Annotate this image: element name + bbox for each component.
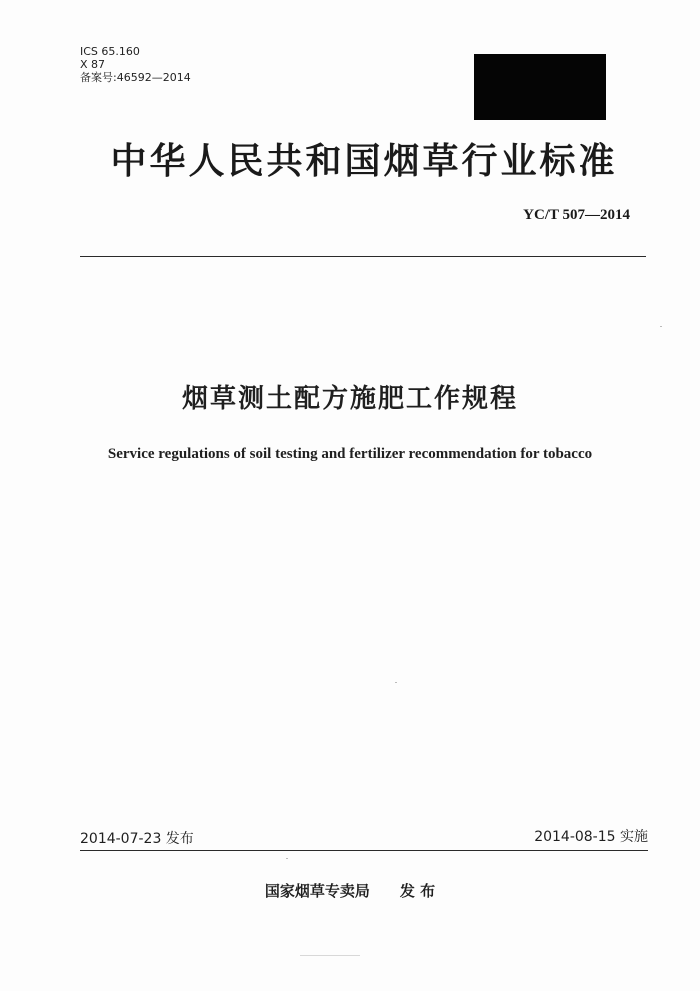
record-number: 备案号:46592—2014 — [80, 71, 191, 84]
top-divider — [80, 256, 646, 257]
scan-speck — [660, 326, 662, 327]
bottom-divider — [80, 850, 648, 851]
publisher-action: 发 布 — [399, 882, 436, 900]
scan-speck — [395, 682, 397, 683]
header-meta — [80, 45, 191, 84]
implementation-date: 2014-08-15 实施 — [534, 829, 648, 845]
classification-code: X 87 — [80, 58, 106, 71]
redaction-block — [474, 54, 606, 120]
publisher-line — [0, 880, 700, 901]
national-standard-title: 中华人民共和国烟草行业标准 — [110, 141, 618, 182]
standard-number: YC/T 507—2014 — [523, 207, 630, 223]
publisher-name: 国家烟草专卖局 — [264, 882, 370, 900]
scan-speck — [286, 858, 288, 859]
scan-speck — [300, 955, 360, 956]
ics-code: ICS 65.160 — [80, 45, 140, 58]
chinese-title: 烟草测土配方施肥工作规程 — [181, 384, 518, 414]
english-title: Service regulations of soil testing and fertilizer recommendation for tobacco — [107, 446, 593, 462]
issue-date: 2014-07-23 发布 — [80, 831, 194, 847]
